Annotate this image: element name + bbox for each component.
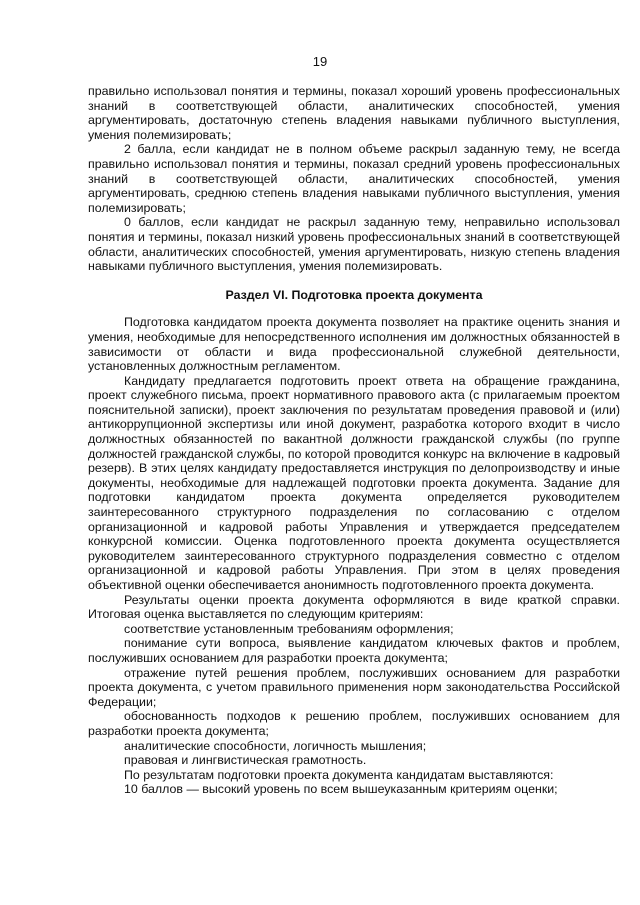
paragraph-section-3: Результаты оценки проекта документа оформляются в виде краткой справки. Итоговая оценка выставляется по следующим критериям:: [88, 592, 620, 622]
page-number: 19: [312, 54, 328, 69]
criterion-4: обоснованность подходов к решению проблем, послуживших основанием для разработки проекта документа;: [88, 709, 620, 738]
scoring-10-points: 10 баллов — высокий уровень по всем вышеуказанным критериям оценки;: [124, 782, 558, 797]
criterion-5: аналитические способности, логичность мышления;: [124, 738, 427, 753]
paragraph-top-3: 0 баллов, если кандидат не раскрыл заданную тему, неправильно использовал понятия и термины, показал низкий уровень профессиональных знаний в соответствующей области, аналитических способностей, умения аргументировать, низкую степень владения навыками публичного выступления, умения полемизировать.: [88, 215, 620, 274]
criterion-6: правовая и лингвистическая грамотность.: [124, 753, 367, 768]
criterion-2: понимание сути вопроса, выявление кандидатом ключевых фактов и проблем, послуживших основанием для разработки проекта документа;: [88, 636, 620, 665]
criterion-3: отражение путей решения проблем, послуживших основанием для разработки проекта документа, с учетом правильного применения норм законодательства Российской Федерации;: [88, 665, 620, 709]
criterion-1: соответствие установленным требованиям оформления;: [124, 621, 454, 636]
scoring-intro: По результатам подготовки проекта документа кандидатам выставляются:: [124, 767, 554, 782]
document-body: [88, 84, 620, 797]
paragraph-top-1: правильно использовал понятия и термины, показал хороший уровень профессиональных знаний в соответствующей области, аналитических способностей, умения аргументировать, достаточную степень владения навыками публичного выступления, умения полемизировать;: [88, 84, 620, 142]
paragraph-section-1: Подготовка кандидатом проекта документа позволяет на практике оценить знания и умения, необходимые для непосредственного исполнения им должностных обязанностей в зависимости от области и вида профессиональной служебной деятельности, установленных должностным регламентом.: [88, 315, 620, 374]
paragraph-top-2: 2 балла, если кандидат не в полном объеме раскрыл заданную тему, не всегда правильно использовал понятия и термины, показал средний уровень профессиональных знаний в соответствующей области, аналитических способностей, умения аргументировать, среднюю степень владения навыками публичного выступления, умения полемизировать;: [88, 142, 620, 215]
section-heading: Раздел VI. Подготовка проекта документа: [225, 287, 483, 302]
paragraph-section-2: Кандидату предлагается подготовить проект ответа на обращение гражданина, проект служебного письма, проект нормативного правового акта (с прилагаемым проектом пояснительной записки), проект заключения по результатам проведения правовой и (или) антикоррупционной экспертизы или иной документ, разработка которого входит в число должностных обязанностей по вакантной должности гражданской службы (по группе должностей гражданской службы, по которой проводится конкурс на включение в кадровый резерв). В этих целях кандидату предоставляется инструкция по делопроизводству и иные документы, необходимые для надлежащей подготовки проекта документа. Задание для подготовки кандидатом проекта документа определяется руководителем заинтересованного структурного подразделения по согласованию с отделом организационной и кадровой работы Управления и утверждается председателем конкурсной комиссии. Оценка подготовленного проекта документа осуществляется руководителем заинтересованного структурного подразделения совместно с отделом организационной и кадровой работы Управления. При этом в целях проведения объективной оценки обеспечивается анонимность подготовленного проекта документа.: [88, 373, 620, 592]
